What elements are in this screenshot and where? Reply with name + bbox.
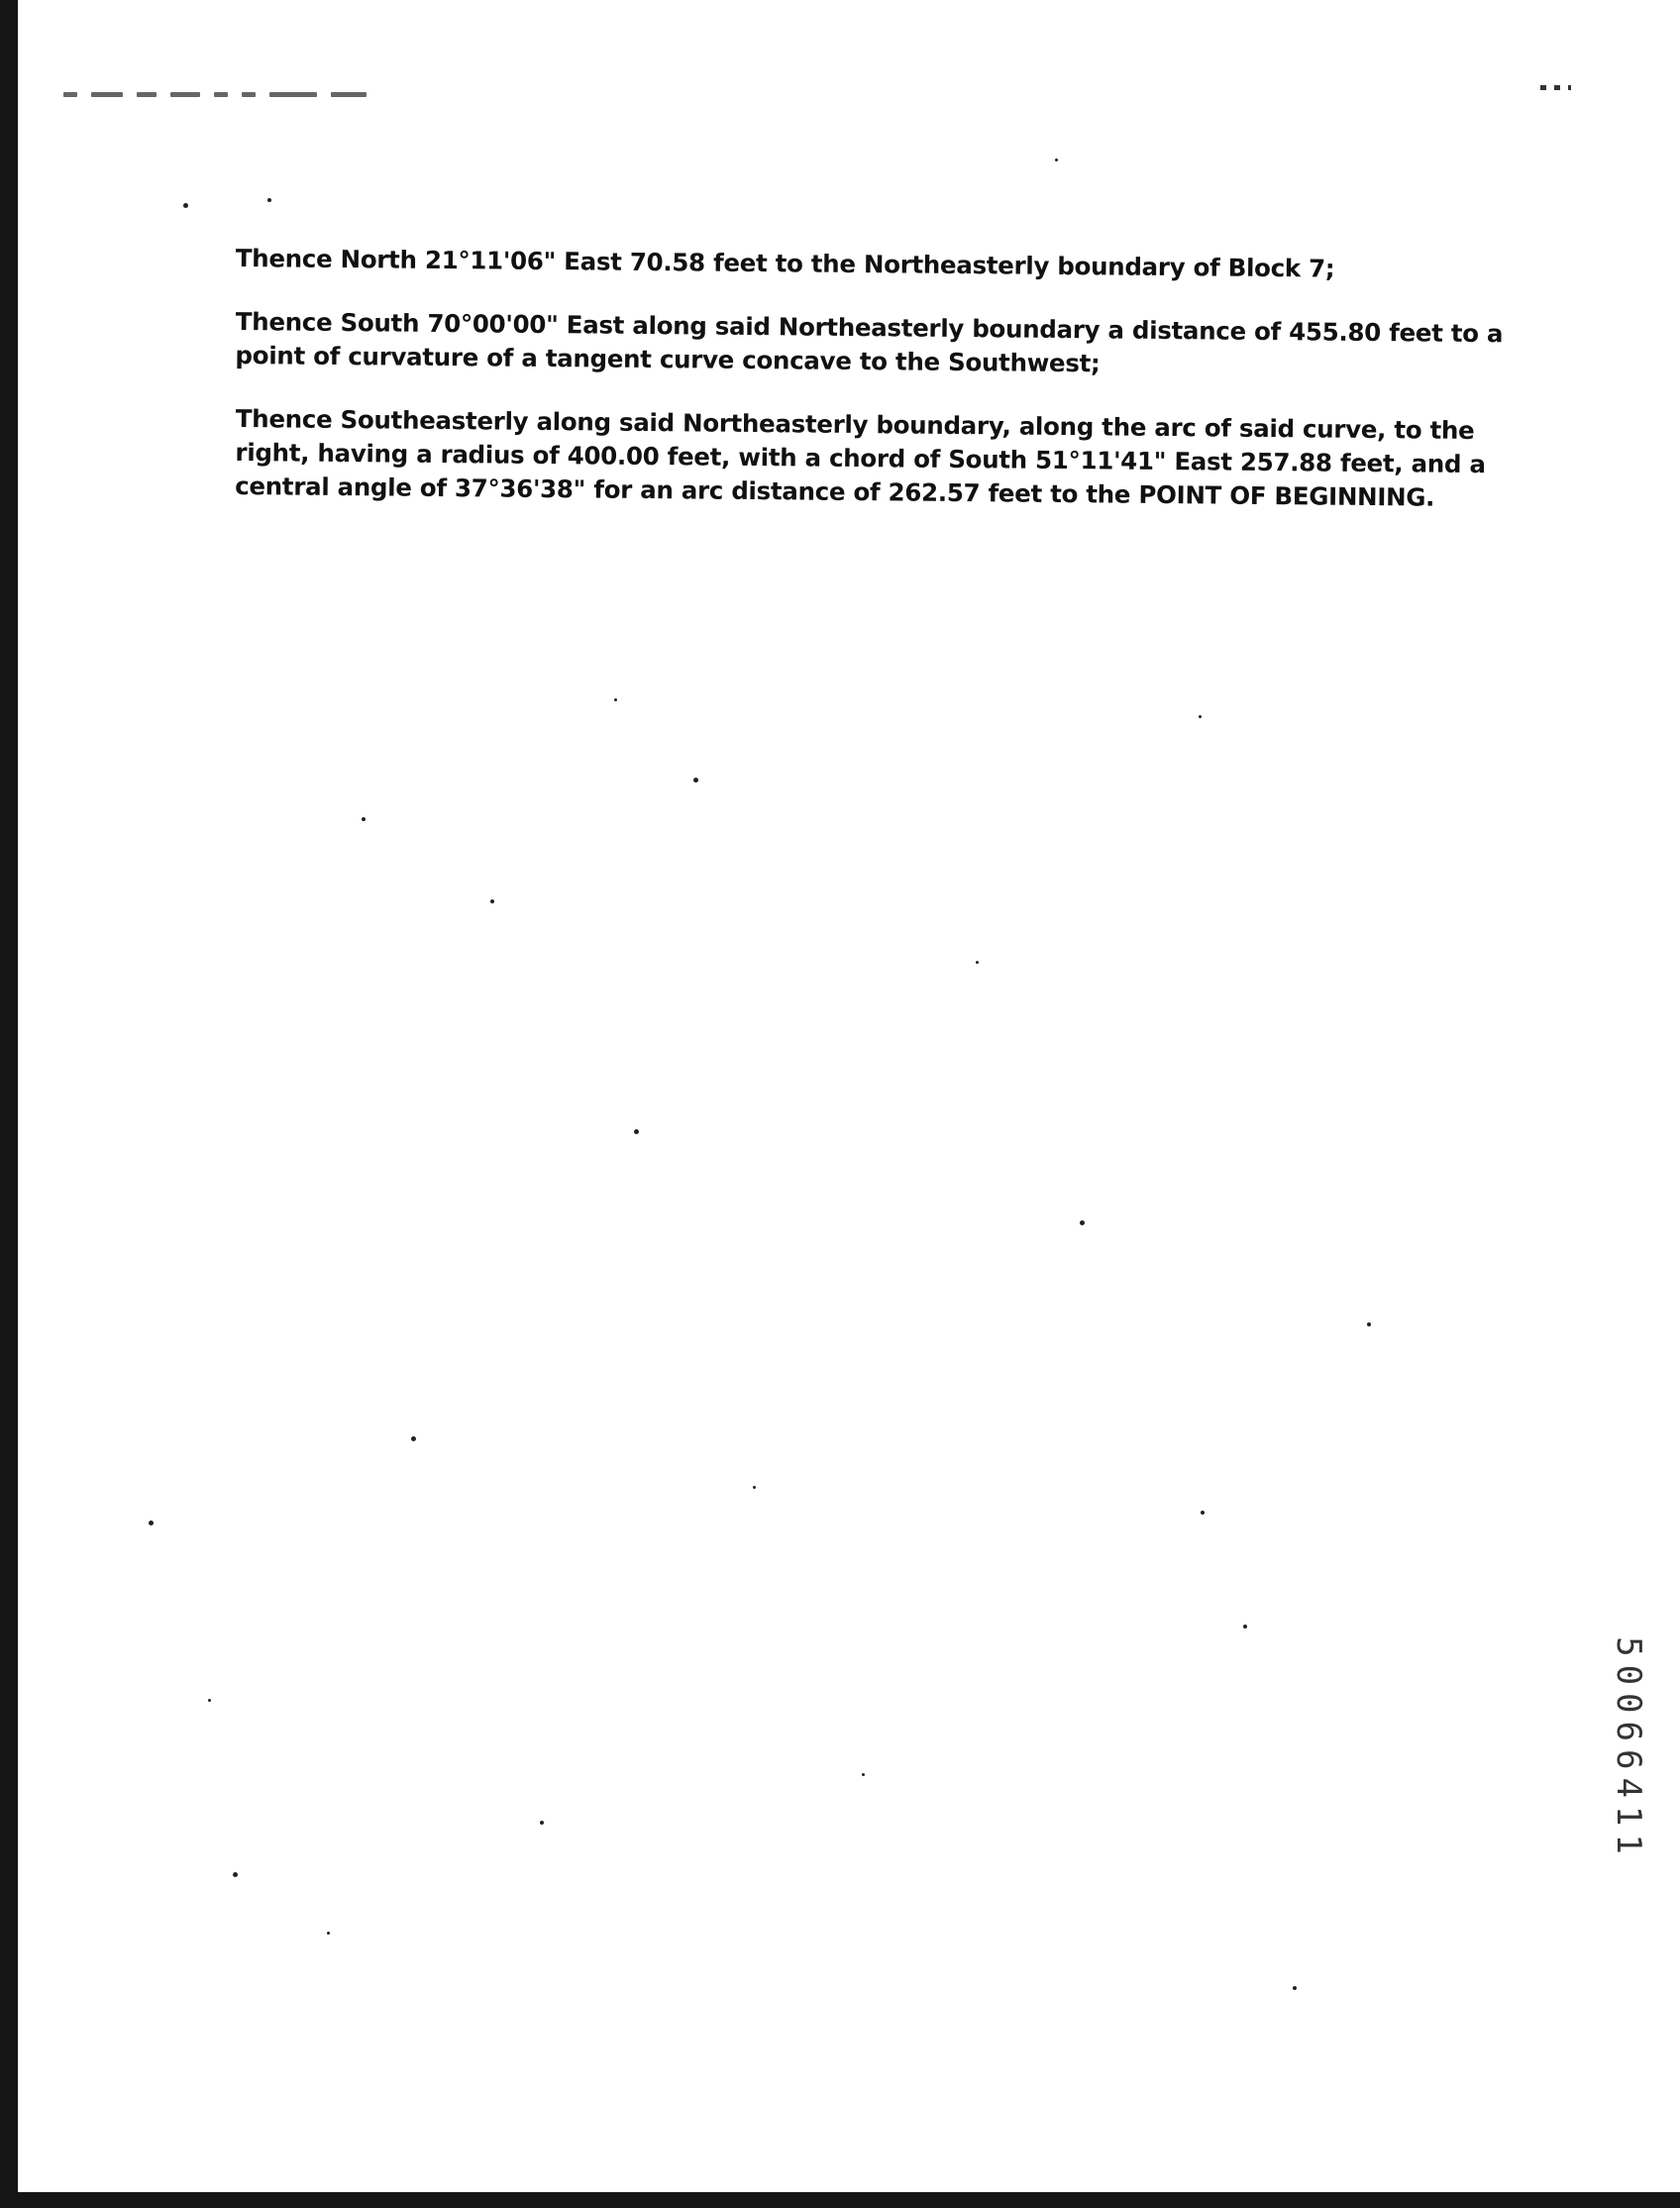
scan-speck: [1243, 1625, 1247, 1629]
scan-speck: [862, 1773, 865, 1776]
scan-speck: [540, 1821, 544, 1825]
scan-speck: [1055, 158, 1058, 161]
scan-speck: [362, 817, 366, 821]
scan-speck: [411, 1436, 416, 1441]
fax-page-marks: [1540, 81, 1590, 93]
scan-speck: [1367, 1322, 1371, 1326]
scan-speck: [327, 1932, 330, 1935]
paragraph-2: Thence South 70°00'00" East along said Northeasterly boundary a distance of 455.80 feet to a point of curvature of a tangent curve concave to the Southwest;: [235, 306, 1504, 378]
scan-speck: [614, 698, 617, 701]
paragraph-3: Thence Southeasterly along said Northeasterly boundary, along the arc of said curve, to the right, having a radius of 400.00 feet, with a chord of South 51°11'41" East 257.88 feet, and a central angle of 37°36'38" for an arc distance of 262.57 feet to the POINT OF BEGINNING.: [235, 403, 1486, 512]
bates-stamp: [1609, 1577, 1648, 1922]
scan-speck: [1293, 1986, 1297, 1990]
scan-speck: [693, 778, 698, 783]
scan-speck: [490, 899, 494, 903]
scan-speck: [1199, 715, 1202, 718]
scan-speck: [753, 1486, 756, 1489]
bates-number: 50066411: [1609, 1636, 1648, 1862]
scan-speck: [208, 1699, 211, 1702]
paragraph-1: Thence North 21°11'06" East 70.58 feet to the Northeasterly boundary of Block 7;: [235, 243, 1335, 283]
scan-bottom-edge: [0, 2192, 1680, 2208]
scan-speck: [1201, 1511, 1205, 1515]
legal-description-text: [236, 242, 1514, 533]
scan-left-edge: [0, 0, 18, 2208]
scan-speck: [1080, 1220, 1085, 1225]
fax-header-marks: [63, 87, 430, 101]
scan-speck: [149, 1521, 154, 1525]
scan-speck: [183, 203, 188, 208]
scan-speck: [233, 1872, 238, 1877]
scan-speck: [976, 961, 979, 964]
scan-speck: [267, 198, 271, 202]
scan-speck: [634, 1129, 639, 1134]
